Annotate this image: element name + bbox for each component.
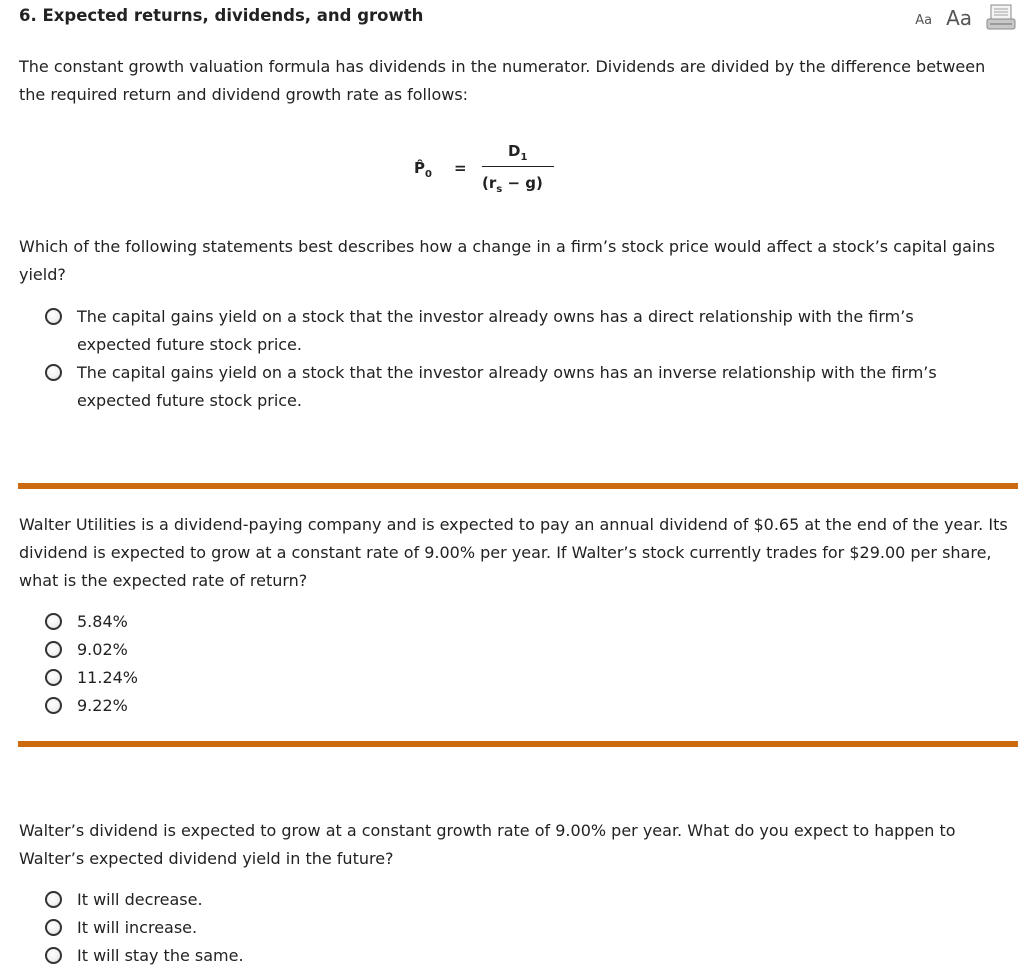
formula-fraction-bar <box>482 166 554 167</box>
formula-denominator-open: (r <box>482 174 497 192</box>
question3-prompt: Walter’s dividend is expected to grow at a constant growth rate of 9.00% per year. What do you expect to happen to Walter’s expected dividend yield in the future? <box>19 821 956 868</box>
radio-button[interactable] <box>45 364 62 381</box>
radio-button[interactable] <box>45 891 62 908</box>
radio-button[interactable] <box>45 919 62 936</box>
question1-prompt: Which of the following statements best describes how a change in a firm’s stock price would affect a stock’s capital gains yield? <box>19 237 995 284</box>
intro-text: The constant growth valuation formula has dividends in the numerator. Dividends are divided by the difference between the required return and dividend growth rate as follows: <box>19 57 986 104</box>
print-icon[interactable] <box>986 4 1016 30</box>
formula-numerator <box>508 142 527 163</box>
radio-button[interactable] <box>45 308 62 325</box>
font-size-large-button[interactable]: Aa <box>946 6 972 30</box>
option-label: 9.02% <box>77 640 128 659</box>
question3-option-same[interactable] <box>45 942 244 970</box>
toolbar <box>915 4 1016 30</box>
question1-option-inverse[interactable] <box>45 359 985 415</box>
question1-options <box>45 303 985 415</box>
option-label: It will stay the same. <box>77 946 244 965</box>
formula-price-symbol: P̂ <box>414 159 425 177</box>
question2-option-3[interactable] <box>45 664 138 692</box>
formula-denominator <box>482 174 543 195</box>
formula-denominator-rest: − g) <box>502 174 543 192</box>
formula-dividend-subscript: 1 <box>520 152 528 163</box>
page-title: 6. Expected returns, dividends, and growth <box>19 6 424 25</box>
question2-option-4[interactable] <box>45 692 138 720</box>
radio-button[interactable] <box>45 641 62 658</box>
question3-option-decrease[interactable] <box>45 886 244 914</box>
option-label: It will decrease. <box>77 890 203 909</box>
question2-prompt: Walter Utilities is a dividend-paying company and is expected to pay an annual dividend of $0.65 at the end of the year. Its dividend is expected to grow at a constant rate of 9.00% per year. If Walter’s stock currently trades for $29.00 per share, what is the expected rate of return? <box>19 515 1008 590</box>
formula-price-term <box>414 159 432 180</box>
option-label: The capital gains yield on a stock that the investor already owns has an inverse relationship with the firm’s expected future stock price. <box>77 363 937 410</box>
section-divider <box>18 741 1018 747</box>
formula-price-subscript: 0 <box>425 169 432 180</box>
font-size-small-button[interactable]: Aa <box>915 13 933 28</box>
radio-button[interactable] <box>45 947 62 964</box>
radio-button[interactable] <box>45 697 62 714</box>
constant-growth-formula <box>412 140 572 200</box>
formula-dividend-symbol: D <box>508 142 521 160</box>
question2-option-2[interactable] <box>45 636 138 664</box>
option-label: 5.84% <box>77 612 128 631</box>
question3-option-increase[interactable] <box>45 914 244 942</box>
formula-required-return-subscript: s <box>496 184 503 195</box>
question1-option-direct[interactable] <box>45 303 985 359</box>
radio-button[interactable] <box>45 613 62 630</box>
radio-button[interactable] <box>45 669 62 686</box>
question3-options <box>45 886 244 970</box>
formula-equals: = <box>454 159 467 177</box>
question2-options <box>45 608 138 720</box>
option-label: 11.24% <box>77 668 139 687</box>
option-label: It will increase. <box>77 918 198 937</box>
option-label: The capital gains yield on a stock that the investor already owns has a direct relationship with the firm’s expected future stock price. <box>77 307 914 354</box>
question2-option-1[interactable] <box>45 608 138 636</box>
section-divider <box>18 483 1018 489</box>
option-label: 9.22% <box>77 696 128 715</box>
